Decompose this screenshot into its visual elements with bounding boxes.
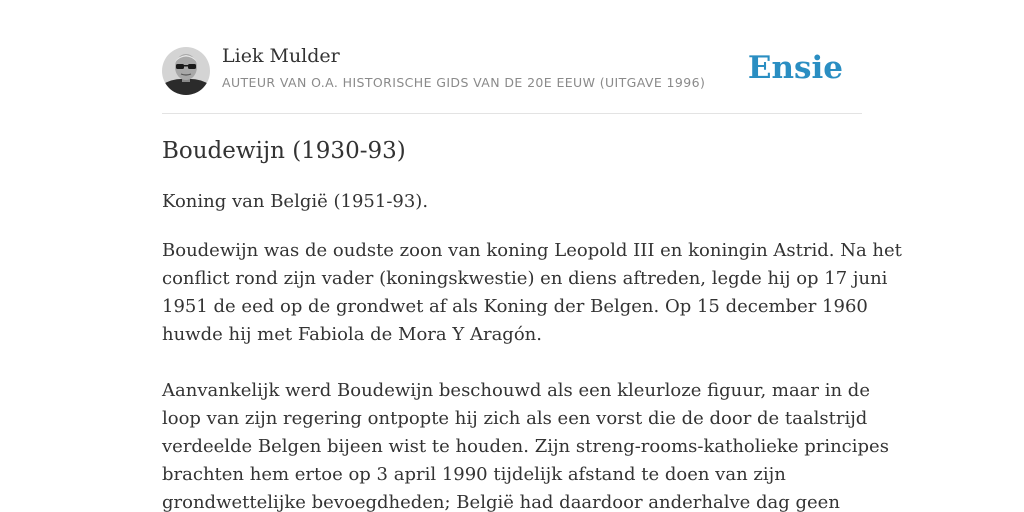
author-description: AUTEUR VAN O.A. HISTORISCHE GIDS VAN DE 20E EEUW (UITGAVE 1996) <box>222 75 706 90</box>
body-line: conflict rond zijn vader (koningskwestie) en diens aftreden, legde hij op 17 juni <box>162 268 888 289</box>
article-title: Boudewijn (1930-93) <box>162 138 406 164</box>
body-line: grondwettelijke bevoegdheden; België had daardoor anderhalve dag geen <box>162 492 840 512</box>
article-subtitle: Koning van België (1951-93). <box>162 191 429 212</box>
paragraph-gap <box>162 349 862 377</box>
author-header <box>162 0 862 114</box>
author-name[interactable]: Liek Mulder <box>222 45 340 67</box>
article-page <box>162 0 902 512</box>
body-line: loop van zijn regering ontpopte hij zich als een vorst die de door de taalstrijd <box>162 408 868 429</box>
body-line: verdeelde Belgen bijeen wist te houden. Zijn streng-rooms-katholieke principes <box>162 436 889 457</box>
body-line: 1951 de eed op de grondwet af als Koning der Belgen. Op 15 december 1960 <box>162 296 868 317</box>
body-line: huwde hij met Fabiola de Mora Y Aragón. <box>162 324 542 345</box>
ensie-logo[interactable]: Ensie <box>747 50 843 86</box>
author-avatar[interactable] <box>162 47 210 95</box>
body-line: brachten hem ertoe op 3 april 1990 tijdelijk afstand te doen van zijn <box>162 464 786 485</box>
article-body <box>162 237 902 512</box>
body-line: Boudewijn was de oudste zoon van koning Leopold III en koningin Astrid. Na het <box>162 240 902 261</box>
author-photo-icon <box>162 47 210 95</box>
body-line: Aanvankelijk werd Boudewijn beschouwd als een kleurloze figuur, maar in de <box>162 380 870 401</box>
